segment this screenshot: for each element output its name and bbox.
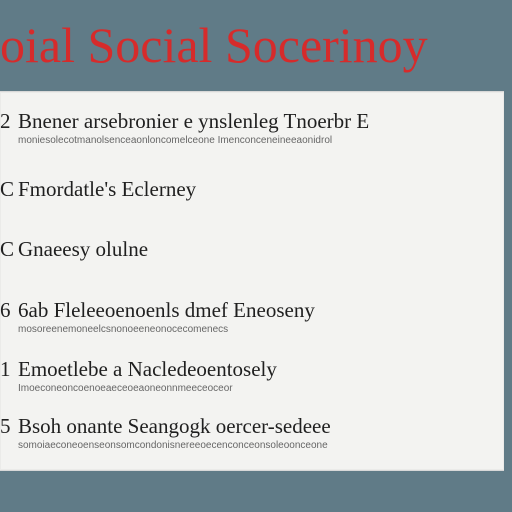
content-panel xyxy=(0,91,504,471)
item-subtext: somoiaeconeoenseonsomcondonisnereeoecenconceonsoleoonceone xyxy=(18,440,328,451)
item-heading: Emoetlebe a Nacledeoentosely xyxy=(18,357,277,381)
item-number: 5 xyxy=(0,414,11,438)
item-heading: 6ab Fleleeoenoenls dmef Eneoseny xyxy=(18,298,315,322)
list-item xyxy=(0,297,504,341)
list-item xyxy=(0,108,504,152)
item-subtext: moniesolecotmanolsenceaonloncomelceone Imenconceneineeaonidrol xyxy=(18,135,333,146)
item-heading: Bsoh onante Seangogk oercer-sedeee xyxy=(18,414,331,438)
item-heading: Fmordatle's Eclerney xyxy=(18,177,197,201)
item-number: 1 xyxy=(0,357,11,381)
item-heading: Bnener arsebronier e ynslenleg Tnoerbr E xyxy=(18,109,370,133)
item-subtext: Imoeconeoncoenoeaeceoeaoneonnmeeceoceor xyxy=(18,383,233,394)
item-heading: Gnaeesy olulne xyxy=(18,237,149,261)
item-number: 6 xyxy=(0,298,11,322)
list-item xyxy=(0,413,504,457)
slide-title: oial Social Socerinoy xyxy=(0,17,428,73)
item-number: C xyxy=(0,237,15,261)
list-item xyxy=(0,356,504,400)
list-item xyxy=(0,176,504,220)
list-item xyxy=(0,236,504,280)
item-number: 2 xyxy=(0,109,11,133)
item-subtext: mosoreenemoneelcsnonoeeneonocecomenecs xyxy=(18,324,229,335)
item-number: C xyxy=(0,177,15,201)
